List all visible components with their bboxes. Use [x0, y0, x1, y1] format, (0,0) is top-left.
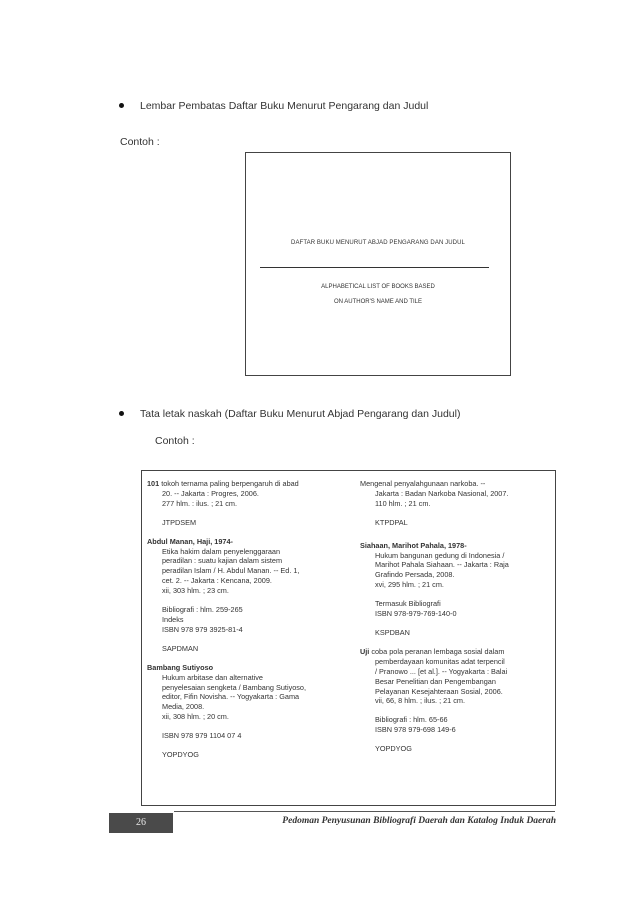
- entry-number: 101: [147, 479, 160, 488]
- entry-line: cet. 2. -- Jakarta : Kencana, 2009.: [162, 576, 272, 586]
- entry-first-word: Uji: [360, 646, 370, 656]
- entry-note: ISBN 978 979-698 149-6: [375, 725, 456, 735]
- entry-code: KTPDPAL: [375, 517, 408, 527]
- entry-line: Etika hakim dalam penyelenggaraan: [162, 546, 281, 556]
- entry-line: Hukum arbitase dan alternative: [162, 672, 263, 682]
- footer-rule: [174, 811, 555, 812]
- catalog-entry: [147, 479, 337, 528]
- separator-subtitle-line2: ON AUTHOR'S NAME AND TILE: [333, 299, 423, 305]
- entry-author: Abdul Manan, Haji, 1974-: [147, 536, 233, 546]
- entry-title-line: coba pola peranan lembaga sosial dalam: [369, 646, 505, 656]
- catalog-entry: [147, 537, 337, 654]
- entry-line: xii, 308 hlm. ; 20 cm.: [162, 712, 229, 722]
- catalog-left-column: [147, 479, 337, 760]
- entry-code: YOPDYOG: [162, 750, 199, 760]
- catalog-entry: [360, 541, 550, 638]
- layout-heading-text: Tata letak naskah (Daftar Buku Menurut Abjad Pengarang dan Judul): [140, 408, 461, 420]
- entry-code: SAPDMAN: [162, 643, 199, 653]
- footer-title: Pedoman Penyusunan Bibliografi Daerah dan Katalog Induk Daerah: [282, 816, 556, 826]
- entry-line: peradilan : suatu kajian dalam sistem: [162, 556, 283, 566]
- entry-line: Pelayanan Kesejahteraan Sosial, 2006.: [375, 686, 503, 696]
- bullet-icon: [119, 411, 124, 416]
- entry-line: 20. -- Jakarta : Progres, 2006.: [162, 488, 259, 498]
- separator-subtitle-line1: ALPHABETICAL LIST OF BOOKS BASED: [321, 284, 435, 290]
- entry-line: editor, Fifin Novisha. -- Yogyakarta : Gama: [162, 692, 300, 702]
- entry-line: xvi, 295 hlm. ; 21 cm.: [375, 580, 444, 590]
- entry-line: penyelesaian sengketa / Bambang Sutiyoso,: [162, 682, 307, 692]
- bullet-layout-heading: [119, 408, 460, 420]
- entry-line: Marihot Pahala Siahaan. -- Jakarta : Raja: [375, 560, 509, 570]
- contoh-label-2: Contoh :: [155, 435, 195, 447]
- page-footer: [98, 813, 556, 833]
- entry-line: Grafindo Persada, 2008.: [375, 570, 455, 580]
- entry-line: Jakarta : Badan Narkoba Nasional, 2007.: [375, 488, 509, 498]
- entry-author: Bambang Sutiyoso: [147, 662, 214, 672]
- separator-title: DAFTAR BUKU MENURUT ABJAD PENGARANG DAN JUDUL: [291, 240, 465, 246]
- entry-line: 277 hlm. : ilus. ; 21 cm.: [162, 498, 238, 508]
- catalog-entry: [360, 647, 550, 754]
- entry-note: ISBN 978 979 3925-81-4: [162, 624, 243, 634]
- entry-note: Bibliografi : hlm. 259-265: [162, 605, 243, 615]
- entry-line: / Pranowo ... [et al.]. -- Yogyakarta : Balai: [375, 666, 508, 676]
- catalog-right-column: [360, 479, 550, 754]
- entry-note: Termasuk Bibliografi: [375, 599, 441, 609]
- catalog-entry: [360, 479, 550, 528]
- entry-line: pemberdayaan komunitas adat terpencil: [375, 656, 505, 666]
- entry-code: JTPDSEM: [162, 517, 197, 527]
- entry-code: KSPDBAN: [375, 627, 410, 637]
- entry-title-line: tokoh ternama paling berpengaruh di abad: [159, 479, 299, 488]
- separator-sheet: [245, 152, 511, 376]
- catalog-entry: [147, 663, 337, 760]
- bullet-separator-heading: [119, 100, 428, 112]
- entry-line: vii, 66, 8 hlm. ; ilus. ; 21 cm.: [375, 696, 466, 706]
- entry-author: Siahaan, Marihot Pahala, 1978-: [360, 540, 467, 550]
- entry-code: YOPDYOG: [375, 744, 412, 754]
- entry-line: xii, 303 hlm. ; 23 cm.: [162, 586, 229, 596]
- catalog-sample-box: [141, 470, 556, 806]
- entry-line: Besar Penelitian dan Pengembangan: [375, 676, 496, 686]
- entry-note: ISBN 978 979 1104 07 4: [162, 731, 242, 741]
- entry-title-line: Mengenal penyalahgunaan narkoba. --: [360, 479, 486, 488]
- contoh-label-1: Contoh :: [120, 136, 160, 148]
- bullet-icon: [119, 103, 124, 108]
- entry-line: 110 hlm. ; 21 cm.: [375, 498, 431, 508]
- entry-line: peradilan Islam / H. Abdul Manan. -- Ed. 1,: [162, 566, 300, 576]
- entry-note: ISBN 978-979-769-140-0: [375, 609, 457, 619]
- page-number: 26: [109, 813, 173, 833]
- separator-divider: [260, 267, 489, 268]
- separator-subtitle: [246, 280, 510, 310]
- entry-note: Bibliografi : hlm. 65-66: [375, 715, 448, 725]
- entry-note: Indeks: [162, 614, 184, 624]
- entry-line: Media, 2008.: [162, 702, 205, 712]
- entry-line: Hukum bangunan gedung di Indonesia /: [375, 550, 505, 560]
- separator-heading-text: Lembar Pembatas Daftar Buku Menurut Pengarang dan Judul: [140, 100, 429, 112]
